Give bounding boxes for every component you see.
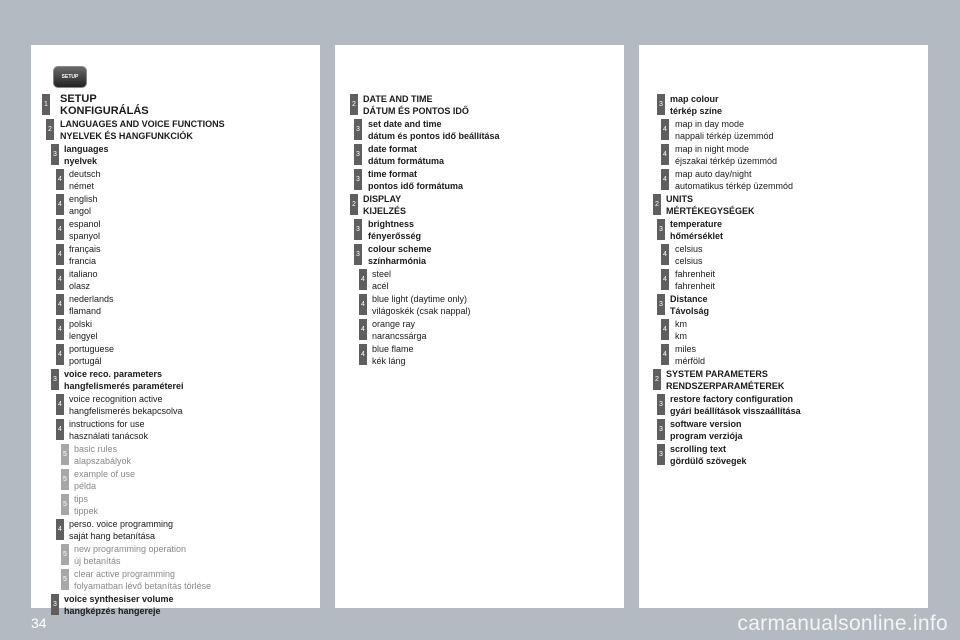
label-primary: voice recognition active — [69, 394, 163, 404]
label-primary: map in night mode — [675, 144, 750, 154]
label-primary: date format — [368, 144, 418, 154]
level-badge: 4 — [661, 119, 669, 140]
menu-panel-left — [31, 45, 320, 616]
label-translation: nappali térkép üzemmód — [675, 131, 774, 141]
level-badge: 3 — [51, 369, 59, 390]
menu-item-label — [675, 118, 928, 142]
label-primary: nederlands — [69, 294, 114, 304]
label-translation: fényerősség — [368, 231, 422, 241]
label-translation: portugál — [69, 356, 102, 366]
label-translation: lengyel — [69, 331, 98, 341]
label-translation: saját hang betanítása — [69, 531, 156, 541]
label-primary: deutsch — [69, 169, 101, 179]
menu-item — [639, 168, 928, 192]
label-translation: nyelvek — [64, 156, 98, 166]
menu-list — [31, 93, 320, 618]
menu-item-label — [675, 143, 928, 167]
level-badge: 3 — [354, 244, 362, 265]
menu-item — [639, 268, 928, 292]
label-translation: tippek — [74, 506, 99, 516]
menu-item — [31, 518, 320, 542]
menu-item — [31, 343, 320, 367]
menu-item-label — [675, 343, 928, 367]
label-primary: blue flame — [372, 344, 414, 354]
menu-item — [31, 543, 320, 567]
level-badge: 3 — [354, 119, 362, 140]
level-badge: 2 — [350, 194, 358, 215]
label-translation: Távolság — [670, 306, 710, 316]
menu-item-label — [372, 318, 624, 342]
label-translation: folyamatban lévő betanítás törlése — [74, 581, 212, 591]
menu-item-label — [670, 443, 928, 467]
menu-item — [639, 318, 928, 342]
menu-item-label — [69, 518, 320, 542]
label-primary: miles — [675, 344, 697, 354]
setup-button-icon: SETUP — [53, 66, 87, 88]
label-primary: espanol — [69, 219, 101, 229]
menu-item — [31, 593, 320, 617]
level-badge: 4 — [359, 269, 367, 290]
label-primary: SETUP — [60, 93, 97, 105]
menu-item-label — [74, 568, 320, 592]
menu-item — [335, 318, 624, 342]
menu-item — [335, 143, 624, 167]
menu-item-label — [69, 268, 320, 292]
page-number: 34 — [31, 615, 47, 631]
menu-item-label — [368, 143, 624, 167]
menu-item — [639, 393, 928, 417]
label-translation: fahrenheit — [675, 281, 716, 291]
menu-item-label — [69, 393, 320, 417]
level-badge: 5 — [61, 444, 69, 465]
label-translation: használati tanácsok — [69, 431, 149, 441]
label-translation: színharmónia — [368, 256, 427, 266]
label-translation: RENDSZERPARAMÉTEREK — [666, 381, 785, 391]
menu-item — [31, 318, 320, 342]
menu-item — [335, 93, 624, 117]
label-translation: hangfelismerés paraméterei — [64, 381, 184, 391]
menu-item — [31, 443, 320, 467]
menu-item-label — [69, 418, 320, 442]
menu-item-label — [363, 193, 624, 217]
menu-item-label — [74, 543, 320, 567]
menu-item — [335, 243, 624, 267]
menu-item-label — [74, 468, 320, 492]
menu-item-label — [372, 293, 624, 317]
menu-item — [31, 268, 320, 292]
menu-item-label — [670, 418, 928, 442]
label-primary: steel — [372, 269, 392, 279]
label-primary: celsius — [675, 244, 703, 254]
level-badge: 2 — [653, 369, 661, 390]
menu-item — [639, 218, 928, 242]
level-badge: 5 — [61, 469, 69, 490]
menu-item-label — [69, 243, 320, 267]
level-badge: 5 — [61, 494, 69, 515]
menu-item-label — [69, 343, 320, 367]
label-primary: SYSTEM PARAMETERS — [666, 369, 768, 379]
label-primary: clear active programming — [74, 569, 176, 579]
level-badge: 5 — [61, 569, 69, 590]
label-primary: restore factory configuration — [670, 394, 794, 404]
menu-item-label — [60, 93, 320, 117]
menu-item — [31, 193, 320, 217]
menu-item-label — [675, 243, 928, 267]
label-translation: alapszabályok — [74, 456, 132, 466]
menu-item-label — [372, 268, 624, 292]
menu-panel-right — [639, 45, 928, 608]
watermark: carmanualsonline.info — [737, 612, 948, 635]
label-primary: polski — [69, 319, 93, 329]
level-badge: 4 — [56, 169, 64, 190]
label-translation: KONFIGURÁLÁS — [60, 105, 149, 117]
level-badge: 3 — [354, 169, 362, 190]
label-primary: languages — [64, 144, 109, 154]
level-badge: 5 — [61, 544, 69, 565]
label-translation: új betanítás — [74, 556, 121, 566]
level-badge: 4 — [56, 269, 64, 290]
level-badge: 3 — [657, 94, 665, 115]
label-translation: hőmérséklet — [670, 231, 724, 241]
label-primary: voice reco. parameters — [64, 369, 163, 379]
level-badge: 4 — [359, 319, 367, 340]
menu-item — [31, 93, 320, 117]
menu-item-label — [372, 343, 624, 367]
label-translation: olasz — [69, 281, 91, 291]
label-translation: dátum formátuma — [368, 156, 445, 166]
label-translation: NYELVEK ÉS HANGFUNKCIÓK — [60, 131, 193, 141]
menu-item-label — [64, 368, 320, 392]
menu-item-label — [74, 443, 320, 467]
level-badge: 3 — [354, 219, 362, 240]
menu-item — [31, 393, 320, 417]
label-translation: világoskék (csak nappal) — [372, 306, 471, 316]
label-translation: pontos idő formátuma — [368, 181, 463, 191]
menu-item-label — [64, 593, 320, 617]
label-translation: gyári beállítások visszaállítása — [670, 406, 801, 416]
level-badge: 4 — [359, 344, 367, 365]
label-primary: map colour — [670, 94, 719, 104]
label-translation: MÉRTÉKEGYSÉGEK — [666, 206, 755, 216]
menu-item-label — [666, 193, 928, 217]
label-primary: Distance — [670, 294, 708, 304]
label-primary: scrolling text — [670, 444, 727, 454]
label-primary: LANGUAGES AND VOICE FUNCTIONS — [60, 119, 225, 129]
level-badge: 3 — [51, 594, 59, 615]
label-primary: DATE AND TIME — [363, 94, 433, 104]
label-primary: new programming operation — [74, 544, 187, 554]
menu-item-label — [666, 368, 928, 392]
level-badge: 4 — [56, 294, 64, 315]
level-badge: 4 — [661, 144, 669, 165]
menu-item — [335, 293, 624, 317]
menu-item-label — [670, 393, 928, 417]
label-translation: celsius — [675, 256, 703, 266]
menu-item — [31, 218, 320, 242]
menu-panel-middle — [335, 45, 624, 608]
label-translation: éjszakai térkép üzemmód — [675, 156, 778, 166]
label-translation: térkép színe — [670, 106, 723, 116]
label-primary: english — [69, 194, 98, 204]
label-primary: portuguese — [69, 344, 115, 354]
label-translation: automatikus térkép üzemmód — [675, 181, 794, 191]
level-badge: 3 — [51, 144, 59, 165]
label-primary: fahrenheit — [675, 269, 716, 279]
level-badge: 4 — [56, 519, 64, 540]
menu-item-label — [74, 493, 320, 517]
level-badge: 3 — [657, 219, 665, 240]
level-badge: 2 — [350, 94, 358, 115]
label-primary: perso. voice programming — [69, 519, 174, 529]
level-badge: 2 — [653, 194, 661, 215]
label-primary: tips — [74, 494, 89, 504]
level-badge: 4 — [661, 244, 669, 265]
menu-item — [335, 193, 624, 217]
level-badge: 4 — [661, 269, 669, 290]
menu-item — [31, 118, 320, 142]
level-badge: 3 — [657, 444, 665, 465]
menu-item — [639, 118, 928, 142]
label-primary: map in day mode — [675, 119, 745, 129]
menu-item-label — [368, 168, 624, 192]
level-badge: 4 — [56, 219, 64, 240]
menu-item-label — [69, 193, 320, 217]
menu-item — [31, 168, 320, 192]
label-translation: hangfelismerés bekapcsolva — [69, 406, 183, 416]
level-badge: 4 — [56, 419, 64, 440]
label-primary: time format — [368, 169, 418, 179]
menu-item-label — [670, 93, 928, 117]
menu-item-label — [69, 168, 320, 192]
label-primary: set date and time — [368, 119, 442, 129]
label-primary: colour scheme — [368, 244, 432, 254]
level-badge: 3 — [657, 394, 665, 415]
menu-item — [335, 343, 624, 367]
label-primary: orange ray — [372, 319, 416, 329]
menu-item-label — [670, 218, 928, 242]
label-translation: hangképzés hangereje — [64, 606, 161, 616]
level-badge: 3 — [657, 294, 665, 315]
menu-item-label — [368, 243, 624, 267]
menu-item-label — [368, 218, 624, 242]
label-translation: német — [69, 181, 95, 191]
label-translation: program verziója — [670, 431, 743, 441]
menu-item — [639, 193, 928, 217]
menu-item — [335, 168, 624, 192]
level-badge: 4 — [359, 294, 367, 315]
menu-item — [639, 293, 928, 317]
menu-item — [31, 568, 320, 592]
level-badge: 2 — [46, 119, 54, 140]
level-badge: 4 — [56, 319, 64, 340]
label-primary: basic rules — [74, 444, 118, 454]
menu-item-label — [64, 143, 320, 167]
level-badge: 4 — [661, 319, 669, 340]
level-badge: 4 — [56, 344, 64, 365]
label-primary: temperature — [670, 219, 723, 229]
menu-item — [639, 243, 928, 267]
label-translation: mérföld — [675, 356, 706, 366]
level-badge: 4 — [661, 344, 669, 365]
menu-item — [639, 443, 928, 467]
label-translation: dátum és pontos idő beállítása — [368, 131, 500, 141]
level-badge: 4 — [56, 244, 64, 265]
label-translation: flamand — [69, 306, 102, 316]
label-translation: kék láng — [372, 356, 406, 366]
menu-item — [31, 243, 320, 267]
menu-item — [639, 343, 928, 367]
menu-item-label — [675, 268, 928, 292]
label-translation: DÁTUM ÉS PONTOS IDŐ — [363, 106, 469, 116]
menu-item — [639, 418, 928, 442]
label-primary: blue light (daytime only) — [372, 294, 468, 304]
label-translation: acél — [372, 281, 389, 291]
menu-item — [31, 493, 320, 517]
menu-item-label — [675, 168, 928, 192]
label-primary: voice synthesiser volume — [64, 594, 174, 604]
menu-list — [639, 93, 928, 468]
level-badge: 3 — [354, 144, 362, 165]
label-primary: italiano — [69, 269, 98, 279]
level-badge: 1 — [42, 94, 50, 115]
menu-item — [335, 218, 624, 242]
label-translation: gördülő szövegek — [670, 456, 747, 466]
menu-item-label — [363, 93, 624, 117]
menu-item — [335, 118, 624, 142]
label-translation: francia — [69, 256, 97, 266]
menu-item — [335, 268, 624, 292]
menu-item — [31, 293, 320, 317]
label-primary: DISPLAY — [363, 194, 402, 204]
menu-item — [31, 368, 320, 392]
label-translation: spanyol — [69, 231, 101, 241]
label-translation: narancssárga — [372, 331, 427, 341]
label-primary: map auto day/night — [675, 169, 752, 179]
label-primary: UNITS — [666, 194, 693, 204]
menu-list — [335, 93, 624, 368]
label-translation: példa — [74, 481, 97, 491]
label-primary: brightness — [368, 219, 415, 229]
menu-item-label — [69, 218, 320, 242]
level-badge: 4 — [661, 169, 669, 190]
menu-item-label — [69, 318, 320, 342]
level-badge: 3 — [657, 419, 665, 440]
menu-item-label — [670, 293, 928, 317]
menu-item-label — [675, 318, 928, 342]
level-badge: 4 — [56, 394, 64, 415]
menu-item — [31, 418, 320, 442]
menu-item — [639, 143, 928, 167]
label-primary: example of use — [74, 469, 136, 479]
menu-item-label — [69, 293, 320, 317]
menu-item — [639, 93, 928, 117]
level-badge: 4 — [56, 194, 64, 215]
label-primary: km — [675, 319, 687, 329]
label-translation: angol — [69, 206, 92, 216]
menu-item-label — [368, 118, 624, 142]
label-primary: software version — [670, 419, 742, 429]
label-primary: instructions for use — [69, 419, 145, 429]
menu-item — [31, 468, 320, 492]
menu-item — [31, 143, 320, 167]
label-translation: KIJELZÉS — [363, 206, 407, 216]
menu-item — [639, 368, 928, 392]
label-translation: km — [675, 331, 687, 341]
label-primary: français — [69, 244, 101, 254]
menu-item-label — [60, 118, 320, 142]
